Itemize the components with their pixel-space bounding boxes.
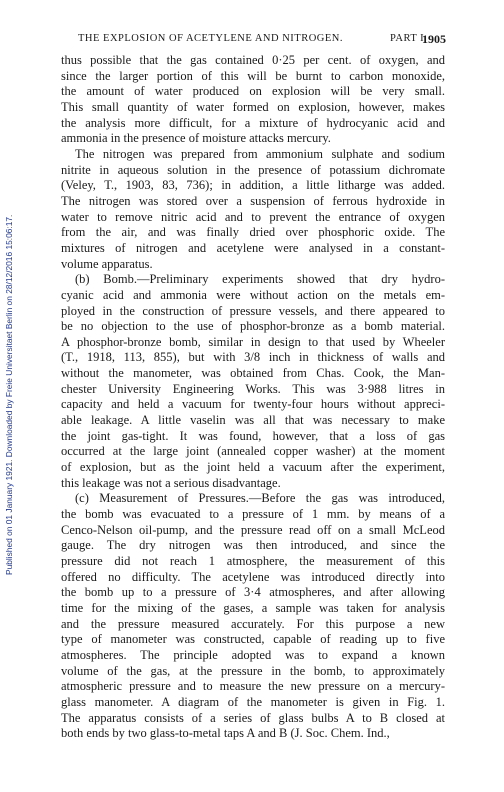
text-line: chester University Engineering Works. This was 3·988 litres in xyxy=(61,381,445,396)
text-line: capacity and held a vacuum for twenty-four hours without appreci- xyxy=(61,397,445,412)
text-line: type of manometer was constructed, capable of reading up to five xyxy=(61,632,445,647)
text-line: A phosphor-bronze bomb, similar in design to that used by Wheeler xyxy=(61,334,445,349)
text-line: offered no difficulty. The acetylene was introduced directly into xyxy=(61,569,445,584)
publication-sidebar: Published on 01 January 1921. Downloaded by Freie Universitaet Berlin on 28/12/2016 15:06:17. xyxy=(4,214,14,576)
page-number: 1905 xyxy=(422,32,446,46)
text-line: ammonia in the presence of moisture attacks mercury. xyxy=(61,131,331,146)
text-line: since the larger portion of this will be burnt to carbon monoxide, xyxy=(61,68,445,83)
text-line: The apparatus consists of a series of glass bulbs A to B closed at xyxy=(61,710,445,725)
text-line: glass manometer. A diagram of the manometer is given in Fig. 1. xyxy=(61,694,445,709)
text-line: mixtures of nitrogen and acetylene were analysed in a constant- xyxy=(61,240,445,255)
text-line: time for the mixing of the gases, a sample was taken for analysis xyxy=(61,600,445,615)
running-header xyxy=(78,33,446,47)
text-line: of explosion, but as the joint held a vacuum after the experiment, xyxy=(61,460,445,475)
text-line: atmospheres. The principle adopted was to expand a known xyxy=(61,647,445,662)
text-line: be no objection to the use of phosphor-bronze as a bomb material. xyxy=(61,319,445,334)
text-line: The nitrogen was stored over a suspension of ferrous hydroxide in xyxy=(61,193,445,208)
text-line: without the manometer, was obtained from Chas. Cook, the Man- xyxy=(61,366,445,381)
text-line: the bomb up to a pressure of 3·4 atmospheres, and after allowing xyxy=(61,585,445,600)
text-line: the joint gas-tight. It was found, however, that a loss of gas xyxy=(61,428,445,443)
text-line: The nitrogen was prepared from ammonium sulphate and sodium xyxy=(75,146,445,161)
text-line: nitrite in aqueous solution in the presence of potassium dichromate xyxy=(61,162,445,177)
text-line: (Veley, T., 1903, 83, 736); in addition, a little litharge was added. xyxy=(61,178,445,193)
text-line: cyanic acid and ammonia were without action on the metals em- xyxy=(61,287,445,302)
text-line: atmospheric pressure and to measure the new pressure on a mercury- xyxy=(61,679,445,694)
text-line: able leakage. A little vaselin was all that was necessary to make xyxy=(61,413,445,428)
text-line: Cenco-Nelson oil-pump, and the pressure read off on a small McLeod xyxy=(61,522,445,537)
text-line: this leakage was not a serious disadvantage. xyxy=(61,475,281,490)
text-line: This small quantity of water formed on explosion, however, makes xyxy=(61,99,445,114)
text-line: gauge. The dry nitrogen was then introduced, and since the xyxy=(61,538,445,553)
text-line: occurred at the large joint (annealed copper washer) at the moment xyxy=(61,444,445,459)
part-label: PART I. xyxy=(390,33,428,44)
text-line: (b) Bomb.—Preliminary experiments showed that dry hydro- xyxy=(75,272,445,287)
text-line: ployed in the construction of pressure vessels, and there appeared to xyxy=(61,303,445,318)
text-line: from the air, and was finally dried over phosphoric oxide. The xyxy=(61,225,445,240)
text-line: volume of the gas, at the pressure in the bomb, to approximately xyxy=(61,663,445,678)
text-line: the analysis more difficult, for a mixture of hydrocyanic acid and xyxy=(61,115,445,130)
text-line: water to remove nitric acid and to prevent the entrance of oxygen xyxy=(61,209,445,224)
running-title: THE EXPLOSION OF ACETYLENE AND NITROGEN. xyxy=(78,33,343,44)
text-line: both ends by two glass-to-metal taps A and B (J. Soc. Chem. Ind., xyxy=(61,726,390,741)
body-text xyxy=(61,53,445,742)
text-line: thus possible that the gas contained 0·25 per cent. of oxygen, and xyxy=(61,53,445,67)
text-line: pressure did not reach 1 atmosphere, the measurement of this xyxy=(61,554,445,568)
text-line: the amount of water produced on explosion will be very small. xyxy=(61,84,445,99)
text-line: (c) Measurement of Pressures.—Before the gas was introduced, xyxy=(75,491,445,506)
text-line: the bomb was evacuated to a pressure of 1 mm. by means of a xyxy=(61,507,445,522)
text-line: (T., 1918, 113, 855), but with 3/8 inch in thickness of walls and xyxy=(61,350,445,365)
text-line: volume apparatus. xyxy=(61,256,153,271)
text-line: and the pressure measured accurately. For this purpose a new xyxy=(61,616,445,631)
